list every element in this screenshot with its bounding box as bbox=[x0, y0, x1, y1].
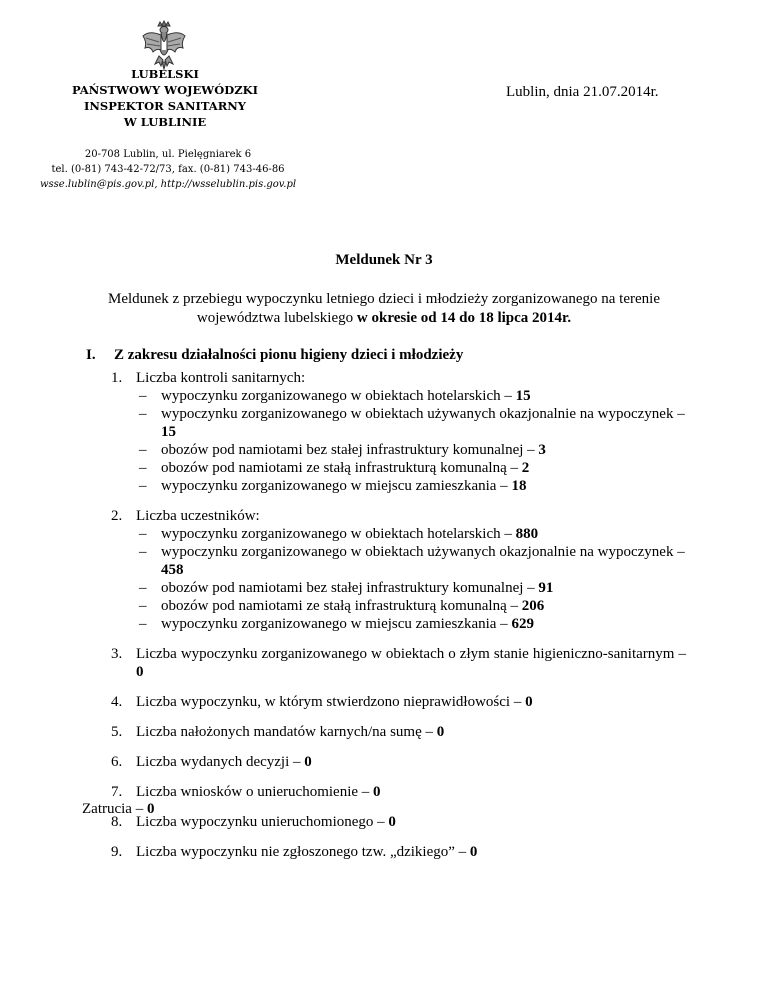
list-item bbox=[111, 693, 686, 711]
list-item bbox=[111, 813, 686, 831]
item-value: 0 bbox=[373, 784, 381, 800]
sub-text: wypoczynku zorganizowanego w obiektach hotelarskich – bbox=[161, 526, 516, 542]
list-item bbox=[111, 723, 686, 741]
dash-bullet: – bbox=[139, 616, 147, 632]
item-number: 4. bbox=[111, 694, 123, 710]
item-value: 0 bbox=[469, 844, 478, 860]
item-label: Liczba wypoczynku zorganizowanego w obiektach o złym stanie higieniczno-sanitarnym – bbox=[136, 646, 686, 662]
item-label: Liczba wniosków o unieruchomienie – bbox=[136, 784, 374, 800]
sub-text: obozów pod namiotami ze stałą infrastrukturą komunalną – bbox=[161, 598, 522, 614]
item-number: 8. bbox=[111, 814, 123, 830]
sub-value: 2 bbox=[521, 460, 530, 476]
item-label: Liczba wypoczynku nie zgłoszonego tzw. „dzikiego” – bbox=[136, 844, 470, 860]
section-title: Z zakresu działalności pionu higieny dzieci i młodzieży bbox=[114, 347, 464, 363]
institution-line: W LUBLINIE bbox=[123, 115, 207, 129]
item-label: Liczba nałożonych mandatów karnych/na sumę – bbox=[136, 724, 437, 740]
item-number: 6. bbox=[111, 754, 123, 770]
item-label: Liczba wypoczynku, w którym stwierdzono nieprawidłowości – bbox=[136, 694, 526, 710]
institution-name bbox=[60, 66, 270, 130]
sub-item bbox=[136, 615, 686, 633]
phone-fax: tel. (0-81) 743-42-72/73, fax. (0-81) 743-46-86 bbox=[51, 164, 285, 175]
list-item bbox=[111, 645, 686, 681]
sub-value: 18 bbox=[511, 478, 527, 494]
item-number: 7. bbox=[111, 784, 123, 800]
dash-bullet: – bbox=[139, 544, 147, 560]
poisoning-value: 0 bbox=[146, 801, 155, 817]
item-label: Liczba wypoczynku unieruchomionego – bbox=[136, 814, 389, 830]
sub-text: obozów pod namiotami bez stałej infrastruktury komunalnej – bbox=[161, 442, 539, 458]
intro-paragraph bbox=[100, 290, 668, 328]
item-value: 0 bbox=[436, 724, 445, 740]
section-heading bbox=[86, 347, 463, 364]
sub-value: 458 bbox=[161, 562, 184, 578]
sub-item bbox=[136, 459, 686, 477]
institution-line: LUBELSKI bbox=[131, 67, 199, 81]
institution-line: PAŃSTWOWY WOJEWÓDZKI bbox=[72, 83, 258, 97]
sub-value: 91 bbox=[538, 580, 554, 596]
sub-item bbox=[136, 405, 686, 441]
sub-value: 880 bbox=[515, 526, 539, 542]
report-list bbox=[111, 369, 686, 873]
item-number: 5. bbox=[111, 724, 123, 740]
sub-text: obozów pod namiotami bez stałej infrastruktury komunalnej – bbox=[161, 580, 539, 596]
list-item bbox=[111, 507, 686, 633]
dash-bullet: – bbox=[139, 388, 147, 404]
sub-value: 206 bbox=[521, 598, 545, 614]
place-date: Lublin, dnia 21.07.2014r. bbox=[506, 84, 659, 100]
list-item bbox=[111, 753, 686, 771]
section-number: I. bbox=[86, 347, 96, 363]
list-item bbox=[111, 783, 686, 801]
item-number: 9. bbox=[111, 844, 123, 860]
polish-eagle-emblem-icon bbox=[141, 20, 187, 70]
sub-item bbox=[136, 543, 686, 579]
item-value: 0 bbox=[136, 664, 144, 680]
sub-item bbox=[136, 525, 686, 543]
poisoning-line bbox=[82, 801, 154, 818]
sub-value: 3 bbox=[538, 442, 546, 458]
sub-text: wypoczynku zorganizowanego w obiektach używanych okazjonalnie na wypoczynek – bbox=[161, 544, 685, 560]
item-label: Liczba uczestników: bbox=[136, 508, 260, 524]
item-label: Liczba wydanych decyzji – bbox=[136, 754, 305, 770]
dash-bullet: – bbox=[139, 460, 147, 476]
sub-item bbox=[136, 579, 686, 597]
poisoning-label: Zatrucia – bbox=[82, 801, 147, 817]
item-number: 2. bbox=[111, 508, 123, 524]
sub-text: wypoczynku zorganizowanego w obiektach hotelarskich – bbox=[161, 388, 516, 404]
item-number: 1. bbox=[111, 370, 123, 386]
sub-text: wypoczynku zorganizowanego w obiektach używanych okazjonalnie na wypoczynek – bbox=[161, 406, 685, 422]
sub-value: 629 bbox=[511, 616, 534, 632]
sub-value: 15 bbox=[515, 388, 531, 404]
sub-item bbox=[136, 441, 686, 459]
item-value: 0 bbox=[388, 814, 396, 830]
street-address: 20-708 Lublin, ul. Pielęgniarek 6 bbox=[84, 149, 252, 160]
item-value: 0 bbox=[525, 694, 533, 710]
dash-bullet: – bbox=[139, 580, 147, 596]
dash-bullet: – bbox=[139, 526, 147, 542]
document-title: Meldunek Nr 3 bbox=[335, 252, 433, 268]
dash-bullet: – bbox=[139, 406, 147, 422]
email-website: wsse.lublin@pis.gov.pl, http://wsselublin.pis.gov.pl bbox=[39, 179, 297, 190]
sub-item bbox=[136, 477, 686, 495]
list-item bbox=[111, 369, 686, 495]
dash-bullet: – bbox=[139, 442, 147, 458]
address-block bbox=[22, 147, 314, 192]
item-value: 0 bbox=[304, 754, 312, 770]
sub-item bbox=[136, 387, 686, 405]
list-item bbox=[111, 843, 686, 861]
intro-period: w okresie od 14 do 18 lipca 2014r. bbox=[356, 310, 572, 326]
institution-line: INSPEKTOR SANITARNY bbox=[84, 99, 246, 113]
item-label: Liczba kontroli sanitarnych: bbox=[136, 370, 306, 386]
dash-bullet: – bbox=[139, 598, 147, 614]
item-text bbox=[136, 645, 686, 681]
item-number: 3. bbox=[111, 646, 123, 662]
sub-text: wypoczynku zorganizowanego w miejscu zamieszkania – bbox=[161, 616, 512, 632]
intro-text: Meldunek z przebiegu wypoczynku letniego dzieci i młodzieży zorganizowanego na terenie województwa lubelskiego bbox=[107, 291, 660, 326]
sub-item bbox=[136, 597, 686, 615]
sub-value: 15 bbox=[161, 424, 176, 440]
sub-text: obozów pod namiotami ze stałą infrastrukturą komunalną – bbox=[161, 460, 522, 476]
dash-bullet: – bbox=[139, 478, 147, 494]
sub-text: wypoczynku zorganizowanego w miejscu zamieszkania – bbox=[161, 478, 512, 494]
